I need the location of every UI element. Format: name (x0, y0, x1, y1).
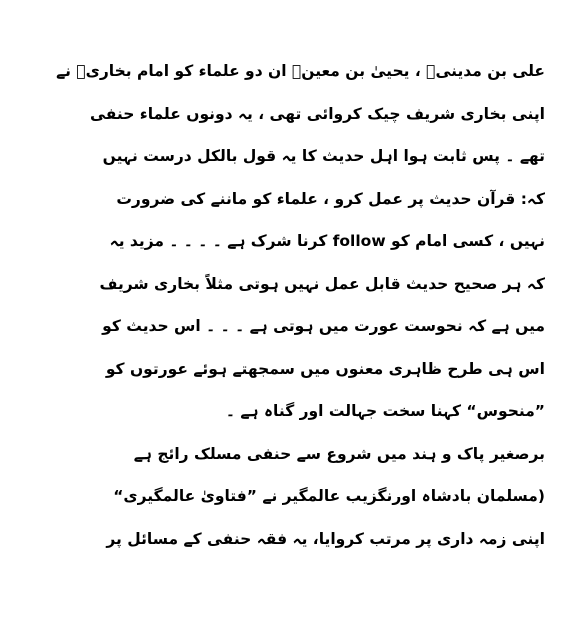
text-line-1: علی بن مدینیؒ ، یحییٰ بن معینؒ ان دو علماء کو امام بخاریؒ نے (56, 62, 545, 80)
text-line-12: اپنی زمہ داری پر مرتب کروایا، یہ فقہ حنفی کے مسائل پر (106, 529, 545, 548)
text-line-9: ”منحوس“ کہنا سخت جہالت اور گناہ ہے ۔ (225, 402, 545, 420)
text-line-10: برصغیر پاک و ہند میں شروع سے حنفی مسلک رائج ہے (133, 444, 545, 463)
text-line-2: اپنی بخاری شریف چیک کروائی تھی ، یہ دونوں علماء حنفی (90, 104, 545, 123)
text-line-3: تھے ۔ پس ثابت ہوا اہل حدیث کا یہ قول بالکل درست نہیں (102, 147, 545, 165)
text-line-7: میں ہے کہ نحوست عورت میں ہوتی ہے ۔ ۔ ۔ اس حدیث کو (102, 317, 545, 335)
text-line-5: نہیں ، کسی امام کو follow کرنا شرک ہے ۔ ۔ ۔ ۔ مزید یہ (109, 232, 545, 250)
text-line-6: کہ ہر صحیح حدیث قابل عمل نہیں ہوتی مثلاً بخاری شریف (99, 274, 545, 293)
text-line-4: کہ: قرآن حدیث پر عمل کرو ، علماء کو ماننے کی ضرورت (116, 189, 545, 208)
text-line-8: اس ہی طرح ظاہری معنوں میں سمجھتے ہوئے عورتوں کو (105, 359, 545, 378)
text-line-11: (مسلمان بادشاہ اورنگزیب عالمگیر نے ”فتاویٰ عالمگیری“ (113, 487, 545, 505)
urdu-paragraph (40, 50, 545, 560)
